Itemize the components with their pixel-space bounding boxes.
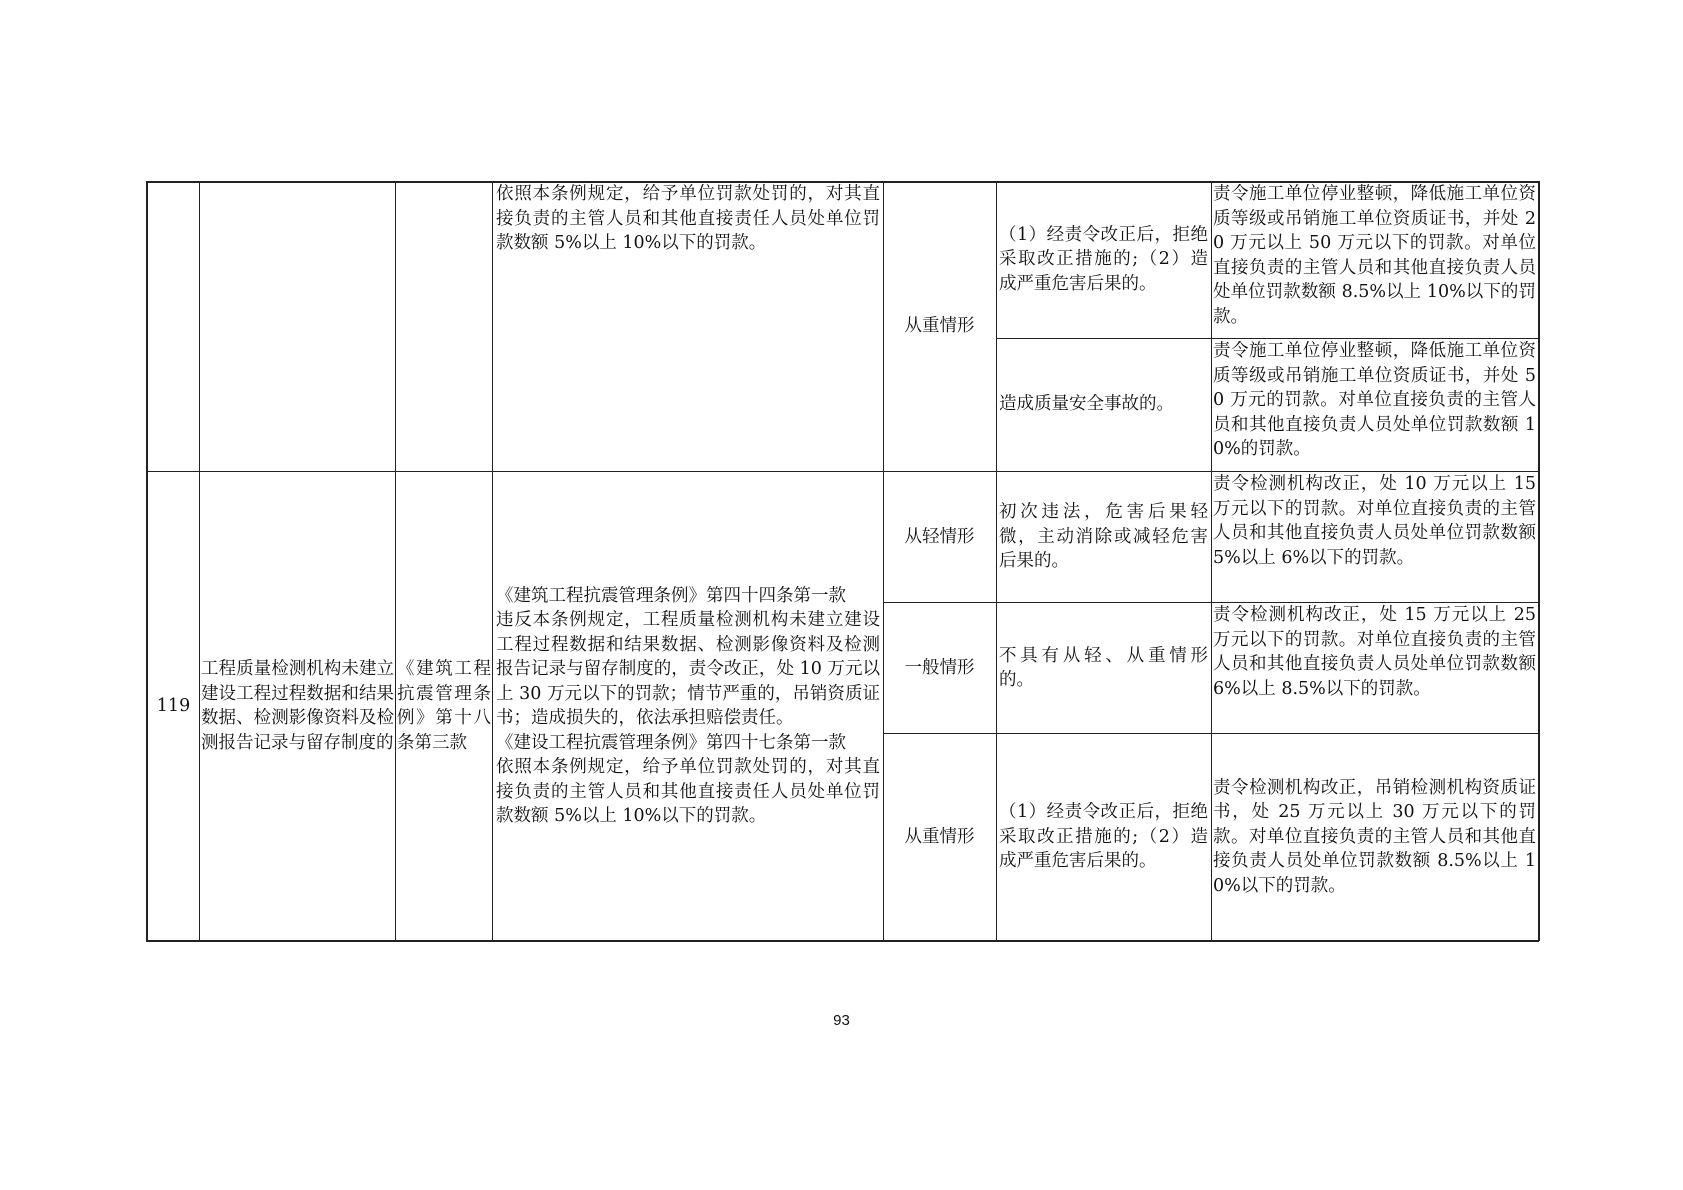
basis-text-cell <box>493 472 883 940</box>
standard-text: 责令施工单位停业整顿，降低施工单位资质等级或吊销施工单位资质证书，并处 50 万元的罚款。对单位直接负责的主管人员和其他直接负责人员处单位罚款数额 10%的罚款。 <box>1213 341 1536 459</box>
circumstance-cell <box>997 182 1210 337</box>
circumstance-text: （1）经责令改正后，拒绝采取改正措施的;（2）造成严重危害后果的。 <box>999 224 1208 294</box>
page-number: 93 <box>833 1012 850 1029</box>
degree-label: 从重情形 <box>904 315 975 336</box>
table-border-right <box>1538 181 1540 941</box>
degree-cell <box>884 472 995 602</box>
circumstance-text: 造成质量安全事故的。 <box>999 394 1174 415</box>
basis-ref-cell <box>396 472 492 940</box>
circumstance-cell <box>997 734 1210 940</box>
circumstance-cell <box>997 603 1210 733</box>
standard-cell <box>1212 603 1537 733</box>
degree-cell <box>884 182 995 470</box>
standard-cell <box>1212 734 1537 940</box>
degree-label: 从轻情形 <box>904 526 975 547</box>
standard-cell <box>1212 182 1537 337</box>
degree-label: 一般情形 <box>904 657 975 678</box>
standard-cell <box>1212 339 1537 470</box>
standard-text: 责令施工单位停业整顿，降低施工单位资质等级或吊销施工单位资质证书，并处 20 万元以上 50 万元以下的罚款。对单位直接负责的主管人员和其他直接负责人员处单位罚款数额 8.5%以上 10%以下的罚款。 <box>1213 184 1536 327</box>
standard-text: 责令检测机构改正，处 15 万元以上 25 万元以下的罚款。对单位直接负责的主管人员和其他直接负责人员处单位罚款数额 6%以上 8.5%以下的罚款。 <box>1213 605 1536 699</box>
degree-cell <box>884 603 995 733</box>
violation-text: 工程质量检测机构未建立建设工程过程数据和结果数据、检测影像资料及检测报告记录与留存制度的 <box>201 659 394 753</box>
circumstance-text: 初次违法，危害后果轻微，主动消除或减轻危害后果的。 <box>999 502 1208 572</box>
violation-cell <box>200 472 395 940</box>
basis-ref-text: 《建筑工程抗震管理条例》第十八条第三款 <box>397 659 491 753</box>
degree-cell <box>884 734 995 940</box>
degree-label: 从重情形 <box>904 826 975 847</box>
circumstance-cell <box>997 472 1210 602</box>
circumstance-text: （1）经责令改正后，拒绝采取改正措施的;（2）造成严重危害后果的。 <box>999 802 1208 872</box>
standard-text: 责令检测机构改正，处 10 万元以上 15 万元以下的罚款。对单位直接负责的主管人员和其他直接负责人员处单位罚款数额 5%以上 6%以下的罚款。 <box>1213 474 1536 568</box>
table-border-bottom <box>146 940 1539 942</box>
basis-text: 依照本条例规定，给予单位罚款处罚的，对其直接负责的主管人员和其他直接责任人员处单位罚款数额 5%以上 10%以下的罚款。 <box>496 184 880 253</box>
standard-text: 责令检测机构改正，吊销检测机构资质证书，处 25 万元以上 30 万元以下的罚款。对单位直接负责的主管人员和其他直接负责人员处单位罚款数额 8.5%以上 10%以下的罚款。 <box>1213 777 1536 896</box>
circumstance-cell <box>997 339 1210 470</box>
row-number: 119 <box>156 695 191 716</box>
standard-cell <box>1212 472 1537 602</box>
circumstance-text: 不具有从轻、从重情形的。 <box>999 645 1208 690</box>
basis-text: 《建筑工程抗震管理条例》第四十四条第一款 违反本条例规定，工程质量检测机构未建立建设工程过程数据和结果数据、检测影像资料及检测报告记录与留存制度的，责令改正，处 10 万元以上 30 万元以下的罚款；情节严重的，吊销资质证书；造成损失的，依法承担赔偿责任。 《建设工程抗震管理条例》第四十七条第一款 依照本条例规定，给予单位罚款处罚的，对其直接负责的主管人员和其他直接责任人员处单位罚款数额 5%以上 10%以下的罚款。 <box>496 585 880 826</box>
basis-text-cell <box>494 182 882 470</box>
row-number-cell <box>148 472 199 940</box>
